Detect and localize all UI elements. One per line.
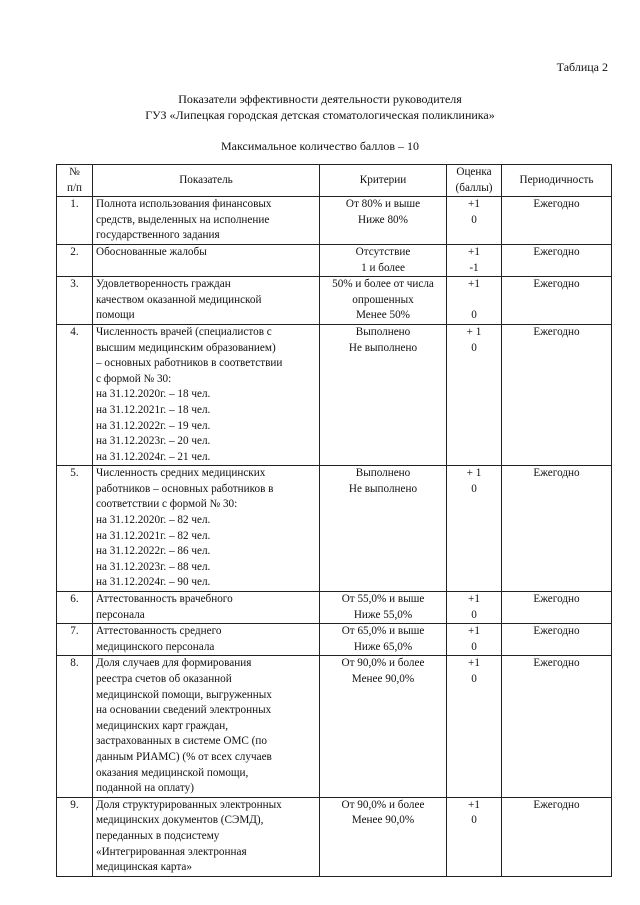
indicator-cell xyxy=(93,466,320,592)
max-score-note: Максимальное количество баллов – 10 xyxy=(220,139,420,153)
criteria-line: Не выполнено xyxy=(348,341,418,354)
document-title-line-1: Показатели эффективности деятельности руководителя xyxy=(178,92,462,106)
indicator-cell xyxy=(93,592,320,624)
row-number: 5. xyxy=(57,466,93,592)
criteria-line: Ниже 55,0% xyxy=(353,608,413,621)
indicator-line: на 31.12.2021г. – 18 чел. xyxy=(96,403,211,416)
periodicity-cell: Ежегодно xyxy=(502,656,612,797)
indicator-line: данным РИАМС) (% от всех случаев xyxy=(96,750,272,763)
criteria-line: 50% и более от числа xyxy=(332,278,434,291)
criteria-line: Менее 90,0% xyxy=(351,673,415,685)
row-number: 6. xyxy=(57,592,93,624)
criteria-line: Выполнено xyxy=(355,325,411,338)
indicator-line: работников – основных работников в xyxy=(96,482,274,495)
score-line: +1 xyxy=(468,798,480,811)
indicator-line: высшим медицинским образованием) xyxy=(96,341,276,354)
indicator-line: Обоснованные жалобы xyxy=(96,245,207,258)
table-row xyxy=(57,466,612,592)
score-line: +1 xyxy=(468,198,480,211)
criteria-cell xyxy=(320,197,447,245)
indicator-line: Доля структурированных электронных xyxy=(96,798,282,811)
score-line: + 1 xyxy=(466,467,482,480)
row-number: 1. xyxy=(57,197,93,245)
indicator-line: медицинских карт граждан, xyxy=(96,719,228,732)
indicators-table xyxy=(56,164,612,877)
criteria-cell xyxy=(320,466,447,592)
indicator-cell xyxy=(93,624,320,656)
criteria-line: От 80% и выше xyxy=(345,198,421,211)
column-header-score-line: Оценка xyxy=(456,166,492,178)
column-header-periodicity: Периодичность xyxy=(502,165,612,197)
table-row xyxy=(57,624,612,656)
column-header-score xyxy=(447,165,502,197)
score-line: 0 xyxy=(471,309,477,322)
indicator-cell xyxy=(93,277,320,325)
indicator-line: на основании сведений электронных xyxy=(96,704,272,717)
indicator-line: Численность врачей (специалистов с xyxy=(96,325,272,338)
indicator-line: на 31.12.2024г. – 21 чел. xyxy=(96,450,211,463)
criteria-cell xyxy=(320,592,447,624)
column-header-score-line: (баллы) xyxy=(455,181,493,194)
periodicity-cell: Ежегодно xyxy=(502,624,612,656)
score-line xyxy=(450,293,498,309)
indicator-line: на 31.12.2023г. – 20 чел. xyxy=(96,435,211,448)
periodicity-cell: Ежегодно xyxy=(502,592,612,624)
table-body xyxy=(57,197,612,877)
table-row xyxy=(57,197,612,245)
periodicity-cell: Ежегодно xyxy=(502,197,612,245)
periodicity-cell: Ежегодно xyxy=(502,797,612,876)
indicator-line: поданной на оплату) xyxy=(96,782,194,795)
criteria-cell xyxy=(320,656,447,797)
score-cell xyxy=(447,656,502,797)
table-row xyxy=(57,277,612,325)
indicator-line: на 31.12.2020г. – 18 чел. xyxy=(96,388,211,401)
indicator-line: Удовлетворенность граждан xyxy=(96,278,231,291)
indicator-line: на 31.12.2023г. – 88 чел. xyxy=(96,560,211,573)
periodicity-cell: Ежегодно xyxy=(502,277,612,325)
indicator-line: на 31.12.2022г. – 19 чел. xyxy=(96,419,211,432)
criteria-line: Выполнено xyxy=(355,467,411,480)
criteria-cell xyxy=(320,797,447,876)
score-line: +1 xyxy=(468,625,480,638)
score-cell xyxy=(447,197,502,245)
indicator-line: медицинской помощи, выгруженных xyxy=(96,688,272,701)
periodicity-cell: Ежегодно xyxy=(502,466,612,592)
indicator-line: медицинская карта» xyxy=(96,861,192,874)
table-row xyxy=(57,592,612,624)
score-line: 0 xyxy=(471,213,477,226)
indicator-line: на 31.12.2021г. – 82 чел. xyxy=(96,529,211,542)
criteria-cell xyxy=(320,277,447,325)
indicator-line: с формой № 30: xyxy=(96,372,172,385)
row-number: 8. xyxy=(57,656,93,797)
periodicity-cell: Ежегодно xyxy=(502,244,612,276)
score-cell xyxy=(447,466,502,592)
indicator-cell xyxy=(93,797,320,876)
table-label: Таблица 2 xyxy=(556,60,608,74)
score-cell xyxy=(447,624,502,656)
table-header-row xyxy=(57,165,612,197)
criteria-line: От 90,0% и более xyxy=(341,657,425,670)
criteria-line: От 55,0% и выше xyxy=(341,593,425,606)
indicator-line: медицинского персонала xyxy=(96,640,215,653)
periodicity-cell: Ежегодно xyxy=(502,324,612,465)
indicator-line: средств, выделенных на исполнение xyxy=(96,213,270,226)
column-header-number xyxy=(57,165,93,197)
column-header-number-line: № xyxy=(69,166,80,178)
score-line: +1 xyxy=(468,657,480,670)
indicator-line: соответствии с формой № 30: xyxy=(96,498,238,511)
indicator-line: Аттестованность врачебного xyxy=(96,593,233,606)
score-line: 0 xyxy=(471,341,477,354)
indicator-cell xyxy=(93,244,320,276)
score-cell xyxy=(447,592,502,624)
score-line: 0 xyxy=(471,673,477,685)
score-line: +1 xyxy=(468,593,480,606)
score-line: 0 xyxy=(471,640,477,653)
criteria-cell xyxy=(320,244,447,276)
indicator-line: на 31.12.2024г. – 90 чел. xyxy=(96,576,211,589)
column-header-criteria: Критерии xyxy=(320,165,447,197)
criteria-line: Отсутствие xyxy=(355,245,411,258)
score-line: +1 xyxy=(468,278,480,291)
criteria-line: От 90,0% и более xyxy=(341,798,425,811)
score-line: -1 xyxy=(469,261,479,274)
indicator-line: государственного задания xyxy=(96,229,220,242)
row-number: 4. xyxy=(57,324,93,465)
row-number: 7. xyxy=(57,624,93,656)
criteria-line: опрошенных xyxy=(352,293,414,306)
criteria-cell xyxy=(320,624,447,656)
table-row xyxy=(57,797,612,876)
table-row xyxy=(57,244,612,276)
score-cell xyxy=(447,797,502,876)
score-cell xyxy=(447,277,502,325)
row-number: 3. xyxy=(57,277,93,325)
indicator-line: медицинских документов (СЭМД), xyxy=(96,814,264,827)
table-row xyxy=(57,324,612,465)
indicator-line: качеством оказанной медицинской xyxy=(96,293,262,306)
score-line: + 1 xyxy=(466,325,482,338)
indicator-line: на 31.12.2020г. – 82 чел. xyxy=(96,514,211,527)
score-line: +1 xyxy=(468,245,480,258)
criteria-line: Менее 90,0% xyxy=(351,814,415,827)
indicator-line: помощи xyxy=(96,309,135,322)
indicator-cell xyxy=(93,656,320,797)
indicator-line: оказания медицинской помощи, xyxy=(96,766,249,779)
table-row xyxy=(57,656,612,797)
indicator-line: переданных в подсистему xyxy=(96,829,220,842)
indicator-line: – основных работников в соответствии xyxy=(96,357,283,370)
indicator-line: персонала xyxy=(96,608,145,621)
score-line: 0 xyxy=(471,814,477,827)
criteria-line: Менее 50% xyxy=(356,309,410,322)
indicator-line: «Интегрированная электронная xyxy=(96,845,247,858)
criteria-line: Не выполнено xyxy=(348,482,418,495)
column-header-number-line: п/п xyxy=(66,181,83,194)
score-line: 0 xyxy=(471,608,477,621)
criteria-cell xyxy=(320,324,447,465)
indicator-line: застрахованных в системе ОМС (по xyxy=(96,735,267,748)
row-number: 2. xyxy=(57,244,93,276)
criteria-line: Ниже 65,0% xyxy=(353,640,413,653)
indicator-line: на 31.12.2022г. – 86 чел. xyxy=(96,545,211,558)
indicator-line: Полнота использования финансовых xyxy=(96,198,272,211)
score-cell xyxy=(447,324,502,465)
criteria-line: 1 и более xyxy=(361,261,405,274)
indicator-cell xyxy=(93,324,320,465)
column-header-indicator: Показатель xyxy=(93,165,320,197)
criteria-line: Ниже 80% xyxy=(358,213,408,226)
criteria-line: От 65,0% и выше xyxy=(341,625,425,638)
indicator-line: реестра счетов об оказанной xyxy=(96,673,232,685)
indicator-line: Доля случаев для формирования xyxy=(96,657,252,670)
document-title-line-2: ГУЗ «Липецкая городская детская стоматологическая поликлиника» xyxy=(145,108,495,122)
score-cell xyxy=(447,244,502,276)
indicator-line: Аттестованность среднего xyxy=(96,625,222,638)
score-line: 0 xyxy=(471,482,477,495)
indicator-cell xyxy=(93,197,320,245)
row-number: 9. xyxy=(57,797,93,876)
indicator-line: Численность средних медицинских xyxy=(96,467,266,480)
